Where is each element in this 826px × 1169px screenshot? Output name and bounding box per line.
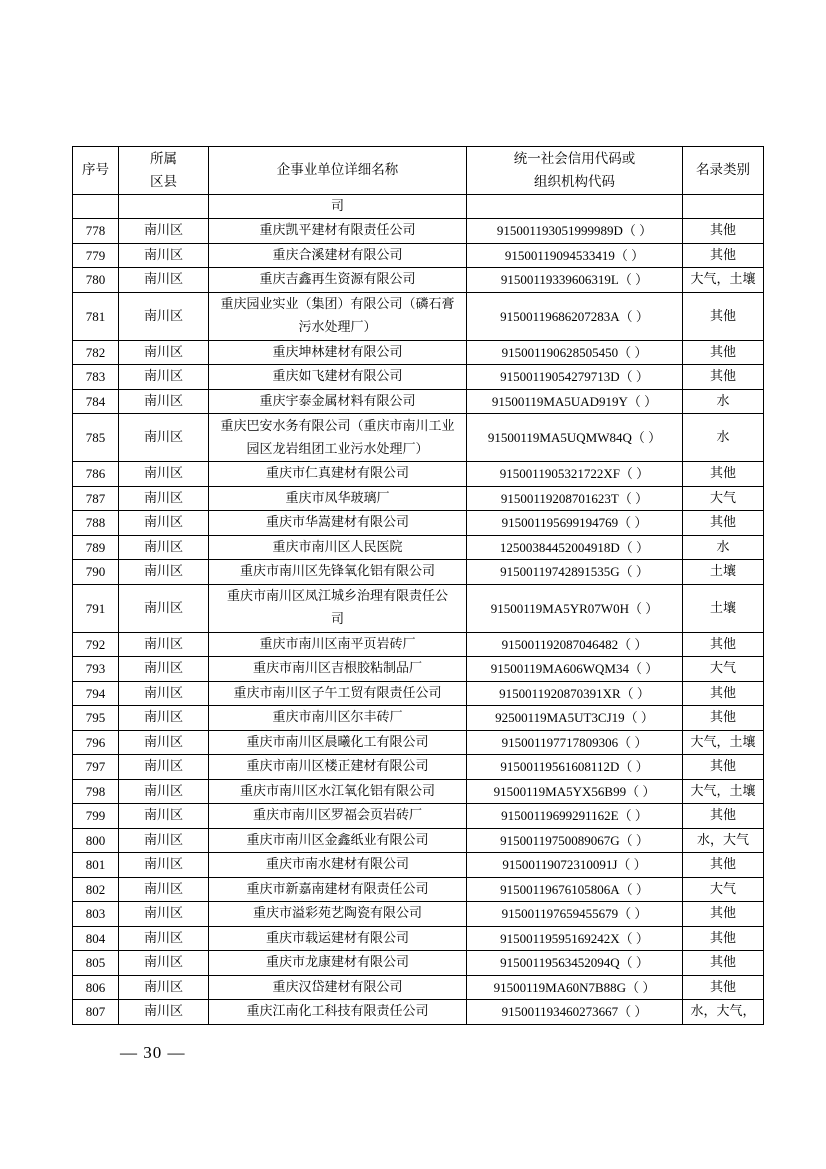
table-row (73, 535, 764, 560)
cell-name: 重庆市南川区金鑫纸业有限公司 (209, 828, 467, 853)
table-row (73, 511, 764, 536)
header-category: 名录类别 (683, 147, 764, 195)
cell-code: 91500119750089067G（ ） (467, 828, 683, 853)
cell-code: 915001190628505450（ ） (467, 340, 683, 365)
cell-code: 91500119339606319L（ ） (467, 268, 683, 293)
table-row (73, 560, 764, 585)
cell-no: 804 (73, 926, 119, 951)
cell-category: 其他 (683, 951, 764, 976)
header-county: 所属 区县 (119, 147, 209, 195)
cell-code: 91500119208701623T（ ） (467, 486, 683, 511)
cell-category: 大气，土壤 (683, 779, 764, 804)
cell-category: 土壤 (683, 560, 764, 585)
cell-name: 重庆市南川区凤江城乡治理有限责任公 司 (209, 584, 467, 632)
cell-county: 南川区 (119, 755, 209, 780)
cell-category: 其他 (683, 681, 764, 706)
table-row (73, 219, 764, 244)
cell-category: 水 (683, 535, 764, 560)
cell-code: 91500119561608112D（ ） (467, 755, 683, 780)
cell-category: 其他 (683, 926, 764, 951)
cell-no: 799 (73, 804, 119, 829)
cell-no (73, 195, 119, 219)
table-row (73, 730, 764, 755)
cell-category: 土壤 (683, 584, 764, 632)
cell-no: 793 (73, 657, 119, 682)
page-number: — 30 — (120, 1043, 186, 1062)
table-row (73, 975, 764, 1000)
cell-county: 南川区 (119, 926, 209, 951)
cell-name: 重庆巴安水务有限公司（重庆市南川工业 园区龙岩组团工业污水处理厂） (209, 414, 467, 462)
cell-county: 南川区 (119, 657, 209, 682)
cell-county: 南川区 (119, 414, 209, 462)
cell-code: 12500384452004918D（ ） (467, 535, 683, 560)
cell-name: 重庆市南川区楼正建材有限公司 (209, 755, 467, 780)
cell-county: 南川区 (119, 804, 209, 829)
table-row (73, 926, 764, 951)
cell-code (467, 195, 683, 219)
cell-name: 重庆江南化工科技有限责任公司 (209, 1000, 467, 1025)
cell-category: 其他 (683, 853, 764, 878)
cell-category: 其他 (683, 365, 764, 390)
cell-code: 915001197659455679（ ） (467, 902, 683, 927)
cell-category: 水，大气 (683, 828, 764, 853)
header-name: 企事业单位详细名称 (209, 147, 467, 195)
cell-no: 788 (73, 511, 119, 536)
cell-no: 790 (73, 560, 119, 585)
cell-no: 782 (73, 340, 119, 365)
cell-no: 795 (73, 706, 119, 731)
cell-no: 796 (73, 730, 119, 755)
cell-name: 重庆市溢彩苑艺陶瓷有限公司 (209, 902, 467, 927)
cell-category: 水，大气， (683, 1000, 764, 1025)
table-row (73, 292, 764, 340)
cell-name: 重庆市南川区南平页岩砖厂 (209, 632, 467, 657)
cell-county: 南川区 (119, 584, 209, 632)
cell-code: 91500119676105806A（ ） (467, 877, 683, 902)
cell-category: 大气 (683, 657, 764, 682)
cell-name: 重庆凯平建材有限责任公司 (209, 219, 467, 244)
table-row (73, 657, 764, 682)
cell-category: 大气 (683, 486, 764, 511)
cell-no: 779 (73, 243, 119, 268)
cell-code: 91500119563452094Q（ ） (467, 951, 683, 976)
cell-category: 水 (683, 389, 764, 414)
cell-no: 787 (73, 486, 119, 511)
cell-county: 南川区 (119, 902, 209, 927)
cell-no: 794 (73, 681, 119, 706)
table-row (73, 243, 764, 268)
cell-code: 91500119MA606WQM34（ ） (467, 657, 683, 682)
cell-code: 91500119054279713D（ ） (467, 365, 683, 390)
table-row (73, 584, 764, 632)
cell-code: 91500119MA5UAD919Y（ ） (467, 389, 683, 414)
continuation-row (73, 195, 764, 219)
cell-no: 781 (73, 292, 119, 340)
cell-code: 915001192087046482（ ） (467, 632, 683, 657)
cell-county: 南川区 (119, 462, 209, 487)
table-row (73, 779, 764, 804)
cell-category: 其他 (683, 243, 764, 268)
cell-name: 重庆园业实业（集团）有限公司（磷石膏 污水处理厂） (209, 292, 467, 340)
cell-category: 大气，土壤 (683, 730, 764, 755)
cell-no: 806 (73, 975, 119, 1000)
cell-county: 南川区 (119, 219, 209, 244)
table-row (73, 755, 764, 780)
table-row (73, 365, 764, 390)
cell-county: 南川区 (119, 535, 209, 560)
cell-county: 南川区 (119, 828, 209, 853)
cell-no: 780 (73, 268, 119, 293)
cell-no: 786 (73, 462, 119, 487)
cell-no: 805 (73, 951, 119, 976)
cell-category: 其他 (683, 462, 764, 487)
cell-category: 水 (683, 414, 764, 462)
table-row (73, 268, 764, 293)
table-row (73, 828, 764, 853)
table-row (73, 486, 764, 511)
cell-no: 785 (73, 414, 119, 462)
cell-category: 其他 (683, 511, 764, 536)
cell-name: 重庆市南川区水江氧化铝有限公司 (209, 779, 467, 804)
cell-no: 800 (73, 828, 119, 853)
cell-code: 915001193460273667（ ） (467, 1000, 683, 1025)
cell-county: 南川区 (119, 632, 209, 657)
cell-category: 其他 (683, 632, 764, 657)
cell-code: 91500119MA60N7B88G（ ） (467, 975, 683, 1000)
cell-county: 南川区 (119, 706, 209, 731)
table-row (73, 340, 764, 365)
cell-county: 南川区 (119, 951, 209, 976)
cell-code: 91500119MA5YX56B99（ ） (467, 779, 683, 804)
cell-name: 重庆市南川区晨曦化工有限公司 (209, 730, 467, 755)
cell-county: 南川区 (119, 975, 209, 1000)
cell-category: 其他 (683, 755, 764, 780)
table-row (73, 389, 764, 414)
cell-name: 重庆市凤华玻璃厂 (209, 486, 467, 511)
cell-name: 重庆汉岱建材有限公司 (209, 975, 467, 1000)
cell-no: 798 (73, 779, 119, 804)
cell-code: 91500119595169242X（ ） (467, 926, 683, 951)
cell-code: 91500119MA5UQMW84Q（ ） (467, 414, 683, 462)
cell-category: 其他 (683, 706, 764, 731)
cell-name: 重庆市华嵩建材有限公司 (209, 511, 467, 536)
enterprise-list-table (72, 146, 764, 1025)
cell-no: 807 (73, 1000, 119, 1025)
cell-category: 其他 (683, 340, 764, 365)
cell-county: 南川区 (119, 340, 209, 365)
table-row (73, 804, 764, 829)
cell-name: 重庆市仁真建材有限公司 (209, 462, 467, 487)
cell-county: 南川区 (119, 486, 209, 511)
cell-name: 重庆坤林建材有限公司 (209, 340, 467, 365)
table-row (73, 1000, 764, 1025)
cell-no: 797 (73, 755, 119, 780)
cell-category: 其他 (683, 804, 764, 829)
cell-county: 南川区 (119, 511, 209, 536)
cell-code: 91500119094533419（ ） (467, 243, 683, 268)
cell-county: 南川区 (119, 730, 209, 755)
header-code: 统一社会信用代码或 组织机构代码 (467, 147, 683, 195)
cell-no: 784 (73, 389, 119, 414)
cell-category: 大气 (683, 877, 764, 902)
cell-category: 其他 (683, 292, 764, 340)
table-row (73, 951, 764, 976)
table-row (73, 462, 764, 487)
cell-code: 915001195699194769（ ） (467, 511, 683, 536)
cell-code: 92500119MA5UT3CJ19（ ） (467, 706, 683, 731)
cell-no: 791 (73, 584, 119, 632)
cell-county: 南川区 (119, 365, 209, 390)
cell-name: 重庆市南川区尔丰砖厂 (209, 706, 467, 731)
cell-no: 801 (73, 853, 119, 878)
cell-name: 重庆宇泰金属材料有限公司 (209, 389, 467, 414)
cell-county: 南川区 (119, 853, 209, 878)
table-row (73, 706, 764, 731)
cell-name: 重庆市载运建材有限公司 (209, 926, 467, 951)
cell-name: 重庆市南川区子午工贸有限责任公司 (209, 681, 467, 706)
cell-category: 大气，土壤 (683, 268, 764, 293)
table-header-row (73, 147, 764, 195)
cell-code: 9150011920870391XR（ ） (467, 681, 683, 706)
cell-county: 南川区 (119, 1000, 209, 1025)
table-row (73, 902, 764, 927)
cell-name: 重庆吉鑫再生资源有限公司 (209, 268, 467, 293)
cell-county: 南川区 (119, 560, 209, 585)
table-row (73, 877, 764, 902)
cell-name: 司 (209, 195, 467, 219)
cell-county: 南川区 (119, 779, 209, 804)
cell-category: 其他 (683, 219, 764, 244)
cell-no: 789 (73, 535, 119, 560)
cell-code: 915001197717809306（ ） (467, 730, 683, 755)
cell-county: 南川区 (119, 389, 209, 414)
cell-name: 重庆市新嘉南建材有限责任公司 (209, 877, 467, 902)
cell-no: 803 (73, 902, 119, 927)
cell-name: 重庆市龙康建材有限公司 (209, 951, 467, 976)
cell-code: 91500119742891535G（ ） (467, 560, 683, 585)
cell-county: 南川区 (119, 877, 209, 902)
cell-name: 重庆市南川区罗福会页岩砖厂 (209, 804, 467, 829)
cell-category: 其他 (683, 975, 764, 1000)
cell-county (119, 195, 209, 219)
cell-name: 重庆市南川区吉根胶粘制品厂 (209, 657, 467, 682)
table-row (73, 853, 764, 878)
cell-category: 其他 (683, 902, 764, 927)
table-row (73, 414, 764, 462)
table-row (73, 632, 764, 657)
cell-code: 91500119072310091J（ ） (467, 853, 683, 878)
cell-no: 778 (73, 219, 119, 244)
cell-name: 重庆如飞建材有限公司 (209, 365, 467, 390)
cell-county: 南川区 (119, 268, 209, 293)
table-row (73, 681, 764, 706)
cell-county: 南川区 (119, 292, 209, 340)
cell-code: 91500119686207283A（ ） (467, 292, 683, 340)
cell-no: 783 (73, 365, 119, 390)
cell-name: 重庆合溪建材有限公司 (209, 243, 467, 268)
cell-no: 792 (73, 632, 119, 657)
cell-code: 9150011905321722XF（ ） (467, 462, 683, 487)
cell-category (683, 195, 764, 219)
cell-code: 91500119699291162E（ ） (467, 804, 683, 829)
cell-county: 南川区 (119, 243, 209, 268)
header-no: 序号 (73, 147, 119, 195)
cell-code: 91500119MA5YR07W0H（ ） (467, 584, 683, 632)
cell-no: 802 (73, 877, 119, 902)
cell-name: 重庆市南川区人民医院 (209, 535, 467, 560)
cell-name: 重庆市南水建材有限公司 (209, 853, 467, 878)
cell-code: 915001193051999989D（ ） (467, 219, 683, 244)
cell-name: 重庆市南川区先锋氧化铝有限公司 (209, 560, 467, 585)
cell-county: 南川区 (119, 681, 209, 706)
